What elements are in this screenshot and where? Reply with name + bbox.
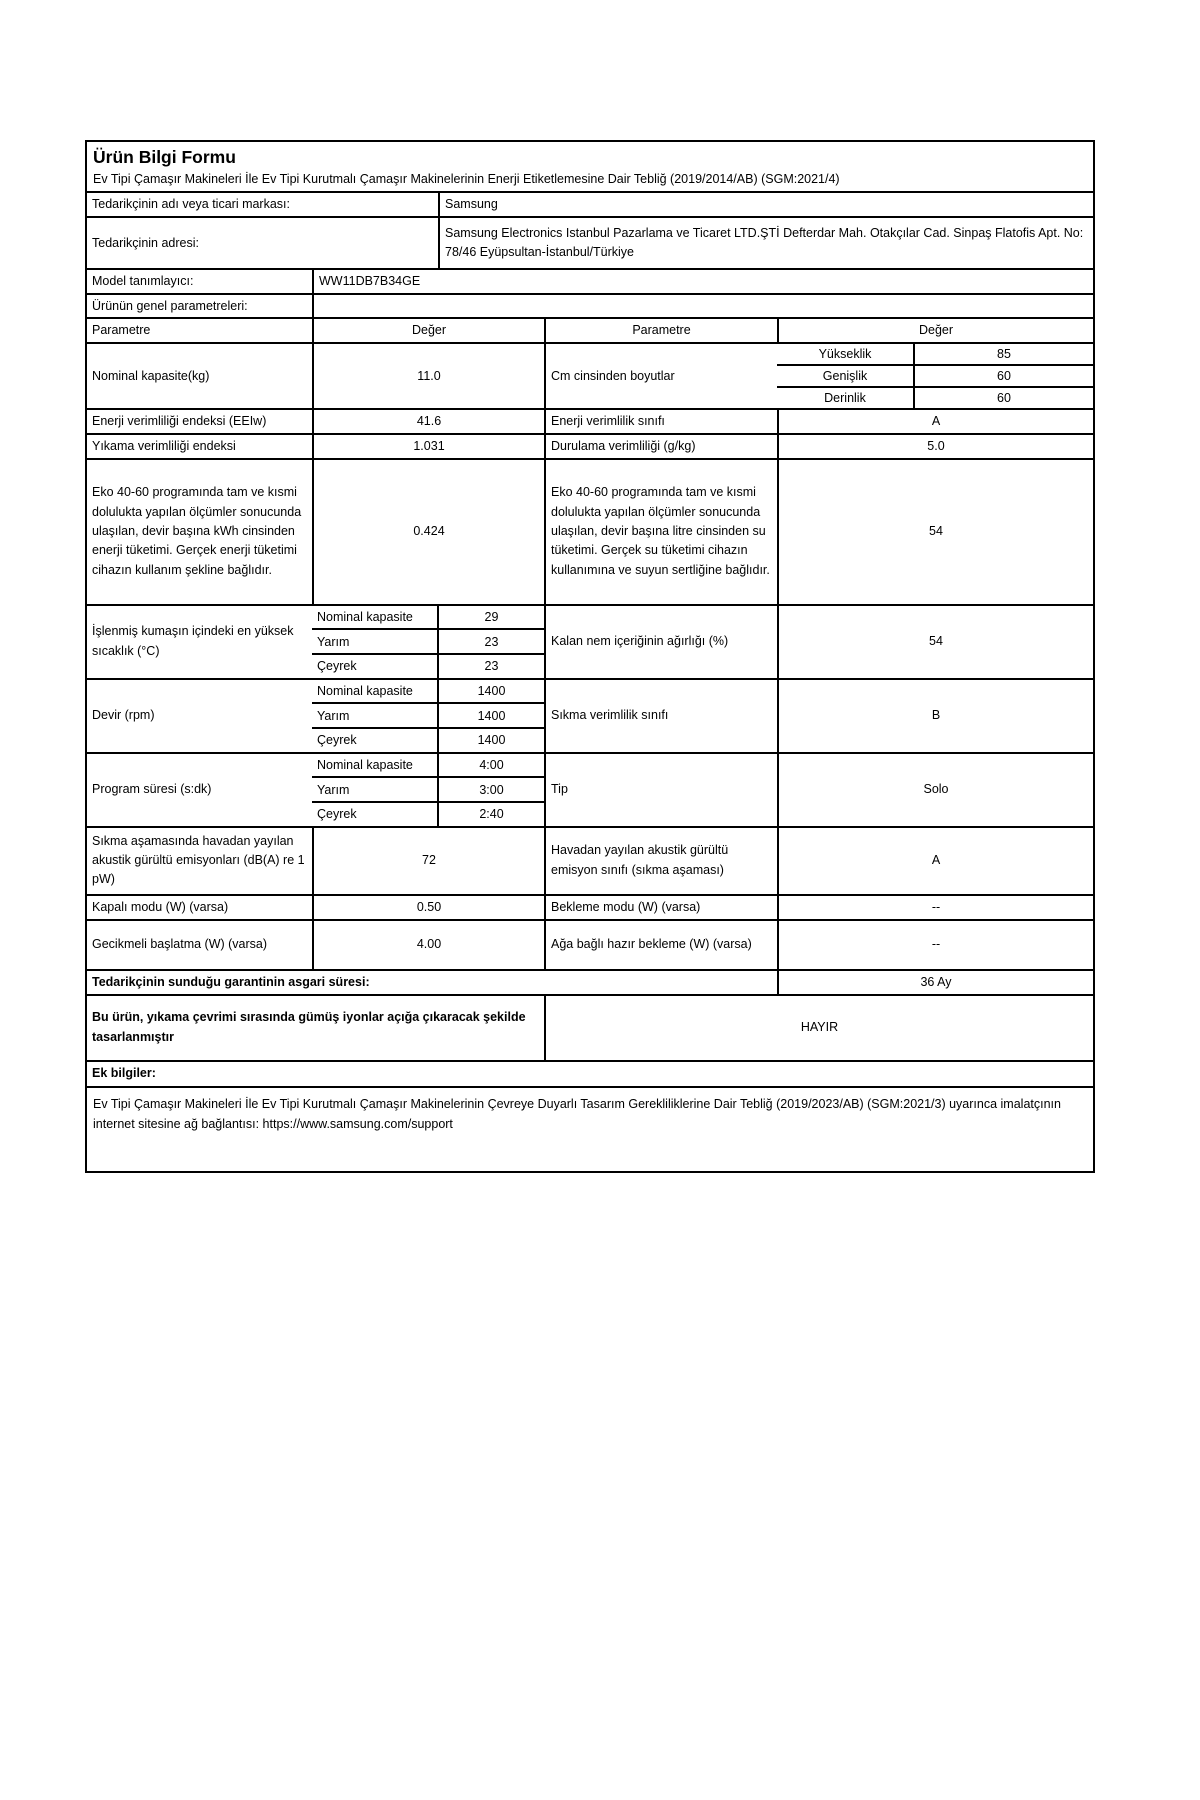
supplier-address-value: Samsung Electronics Istanbul Pazarlama ve Ticaret LTD.ŞTİ Defterdar Mah. Otakçılar Cad. Sinpaş Flatofis Apt. No: 78/46 Eyüpsultan-İstanbul/Türkiye bbox=[438, 218, 1093, 268]
eco-energy-value: 0.424 bbox=[312, 460, 544, 604]
supplier-name-value: Samsung bbox=[438, 193, 1093, 216]
duration-quarter-label: Çeyrek bbox=[317, 807, 357, 822]
table-row bbox=[87, 678, 1093, 752]
off-mode-label: Kapalı modu (W) (varsa) bbox=[92, 899, 229, 914]
noise-value: 72 bbox=[312, 828, 544, 894]
supplier-name-label: Tedarikçinin adı veya ticari markası: bbox=[92, 197, 290, 212]
table-row bbox=[87, 268, 1093, 293]
network-standby-label: Ağa bağlı hazır bekleme (W) (varsa) bbox=[544, 921, 777, 969]
delay-start-label: Gecikmeli başlatma (W) (varsa) bbox=[92, 937, 268, 952]
eei-label: Enerji verimliliği endeksi (EEIw) bbox=[92, 414, 267, 429]
max-temp-quarter-value: 23 bbox=[437, 655, 544, 678]
moisture-value: 54 bbox=[777, 606, 1093, 678]
table-row bbox=[87, 994, 1093, 1060]
duration-half-value: 3:00 bbox=[437, 778, 544, 801]
supplier-address-label: Tedarikçinin adresi: bbox=[92, 235, 199, 250]
spin-nominal-value: 1400 bbox=[437, 680, 544, 703]
load-row bbox=[312, 628, 544, 653]
general-parameters-label: Ürünün genel parametreleri: bbox=[92, 298, 248, 313]
duration-label: Program süresi (s:dk) bbox=[92, 782, 212, 797]
warranty-value: 36 Ay bbox=[777, 971, 1093, 994]
warranty-label: Tedarikçinin sunduğu garantinin asgari süresi: bbox=[92, 974, 370, 989]
table-row bbox=[87, 216, 1093, 268]
spin-quarter-value: 1400 bbox=[437, 729, 544, 752]
form-header bbox=[87, 142, 1093, 191]
header-parametre-right: Parametre bbox=[544, 319, 777, 342]
table-row bbox=[87, 433, 1093, 458]
noise-class-label: Havadan yayılan akustik gürültü emisyon sınıfı (sıkma aşaması) bbox=[544, 828, 777, 894]
network-standby-value: -- bbox=[777, 921, 1093, 969]
table-row bbox=[87, 752, 1093, 826]
model-label: Model tanımlayıcı: bbox=[92, 273, 194, 288]
dimension-row bbox=[777, 364, 1093, 386]
wash-index-value: 1.031 bbox=[312, 435, 544, 458]
load-row bbox=[312, 727, 544, 752]
duration-nominal-label: Nominal kapasite bbox=[317, 757, 413, 772]
dimension-depth-label: Derinlik bbox=[824, 391, 866, 406]
load-row bbox=[312, 653, 544, 678]
table-row bbox=[87, 969, 1093, 994]
table-row bbox=[87, 191, 1093, 216]
eco-water-value: 54 bbox=[777, 460, 1093, 604]
eco-energy-label: Eko 40-60 programında tam ve kısmi dolulukta yapılan ölçümler sonucunda ulaşılan, devir başına kWh cinsinden enerji tüketimi. Gerçek enerji tüketimi cihazın kullanım şekline bağlıdır. bbox=[92, 485, 302, 577]
load-row bbox=[312, 606, 544, 629]
standby-value: -- bbox=[777, 896, 1093, 919]
silver-ion-label: Bu ürün, yıkama çevrimi sırasında gümüş iyonlar açığa çıkaracak şekilde tasarlanmıştır bbox=[92, 1010, 526, 1044]
spin-half-value: 1400 bbox=[437, 704, 544, 727]
load-row bbox=[312, 776, 544, 801]
max-temp-nominal-label: Nominal kapasite bbox=[317, 609, 413, 624]
duration-half-label: Yarım bbox=[317, 782, 350, 797]
type-label: Tip bbox=[544, 754, 777, 826]
table-row bbox=[87, 1086, 1093, 1171]
header-deger-left: Değer bbox=[312, 319, 544, 342]
max-temp-quarter-label: Çeyrek bbox=[317, 659, 357, 674]
additional-info-text: Ev Tipi Çamaşır Makineleri İle Ev Tipi Kurutmalı Çamaşır Makinelerinin Çevreye Duyarlı Tasarım Gerekliliklerine Dair Tebliğ (2019/2023/AB) (SGM:2021/3) uyarınca imalatçının internet sitesine ağ bağlantısı: https://www.samsung.com/support bbox=[93, 1096, 1061, 1132]
eei-value: 41.6 bbox=[312, 410, 544, 433]
dimension-depth-value: 60 bbox=[913, 388, 1093, 408]
page-title: Ürün Bilgi Formu bbox=[93, 147, 236, 167]
eco-water-label: Eko 40-60 programında tam ve kısmi dolulukta yapılan ölçümler sonucunda ulaşılan, devir başına litre cinsinden su tüketimi. Gerçek su tüketimi cihazın kullanımına ve suyun sertliğine bağlıdır. bbox=[544, 460, 777, 604]
off-mode-value: 0.50 bbox=[312, 896, 544, 919]
spin-label: Devir (rpm) bbox=[92, 708, 155, 723]
rinse-value: 5.0 bbox=[777, 435, 1093, 458]
table-row bbox=[87, 894, 1093, 919]
dimension-row bbox=[777, 386, 1093, 408]
standby-label: Bekleme modu (W) (varsa) bbox=[544, 896, 777, 919]
capacity-value: 11.0 bbox=[312, 344, 544, 408]
table-row bbox=[87, 293, 1093, 318]
header-parametre-left: Parametre bbox=[92, 323, 151, 338]
table-row bbox=[87, 826, 1093, 894]
spin-half-label: Yarım bbox=[317, 708, 350, 723]
table-row bbox=[87, 342, 1093, 408]
additional-info-label: Ek bilgiler: bbox=[92, 1066, 156, 1081]
table-row bbox=[87, 604, 1093, 678]
moisture-label: Kalan nem içeriğinin ağırlığı (%) bbox=[544, 606, 777, 678]
spin-quarter-label: Çeyrek bbox=[317, 733, 357, 748]
wash-index-label: Yıkama verimliliği endeksi bbox=[92, 438, 236, 453]
max-temp-subtable bbox=[312, 606, 544, 678]
dimension-height-value: 85 bbox=[913, 344, 1093, 364]
dimension-height-label: Yükseklik bbox=[818, 347, 872, 362]
load-row bbox=[312, 680, 544, 703]
max-temp-half-label: Yarım bbox=[317, 634, 350, 649]
spin-class-value: B bbox=[777, 680, 1093, 752]
energy-class-value: A bbox=[777, 410, 1093, 433]
duration-subtable bbox=[312, 754, 544, 826]
max-temp-label: İşlenmiş kumaşın içindeki en yüksek sıcaklık (°C) bbox=[92, 624, 294, 658]
max-temp-half-value: 23 bbox=[437, 630, 544, 653]
delay-start-value: 4.00 bbox=[312, 921, 544, 969]
load-row bbox=[312, 702, 544, 727]
table-row bbox=[87, 458, 1093, 604]
energy-class-label: Enerji verimlilik sınıfı bbox=[544, 410, 777, 433]
spin-subtable bbox=[312, 680, 544, 752]
spin-class-label: Sıkma verimlilik sınıfı bbox=[544, 680, 777, 752]
table-row bbox=[87, 1060, 1093, 1086]
rinse-label: Durulama verimliliği (g/kg) bbox=[544, 435, 777, 458]
table-row bbox=[87, 408, 1093, 433]
model-value: WW11DB7B34GE bbox=[312, 270, 1093, 293]
load-row bbox=[312, 754, 544, 777]
silver-ion-value: HAYIR bbox=[544, 996, 1093, 1060]
capacity-label: Nominal kapasite(kg) bbox=[92, 368, 210, 383]
product-info-form-table bbox=[85, 140, 1095, 1173]
dimensions-subtable bbox=[777, 344, 1093, 408]
dimensions-label: Cm cinsinden boyutlar bbox=[544, 344, 777, 408]
empty-cell bbox=[312, 295, 1093, 318]
duration-quarter-value: 2:40 bbox=[437, 803, 544, 826]
duration-nominal-value: 4:00 bbox=[437, 754, 544, 777]
noise-class-value: A bbox=[777, 828, 1093, 894]
dimension-width-value: 60 bbox=[913, 366, 1093, 386]
noise-label: Sıkma aşamasında havadan yayılan akustik gürültü emisyonları (dB(A) re 1 pW) bbox=[92, 833, 305, 887]
regulation-subtitle: Ev Tipi Çamaşır Makineleri İle Ev Tipi Kurutmalı Çamaşır Makinelerinin Enerji Etiketlemesine Dair Tebliğ (2019/2014/AB) (SGM:2021/4) bbox=[93, 172, 840, 187]
spin-nominal-label: Nominal kapasite bbox=[317, 683, 413, 698]
table-header-row bbox=[87, 317, 1093, 342]
max-temp-nominal-value: 29 bbox=[437, 606, 544, 629]
dimension-row bbox=[777, 344, 1093, 364]
dimension-width-label: Genişlik bbox=[822, 369, 868, 384]
header-deger-right: Değer bbox=[777, 319, 1093, 342]
table-row bbox=[87, 919, 1093, 969]
load-row bbox=[312, 801, 544, 826]
type-value: Solo bbox=[777, 754, 1093, 826]
